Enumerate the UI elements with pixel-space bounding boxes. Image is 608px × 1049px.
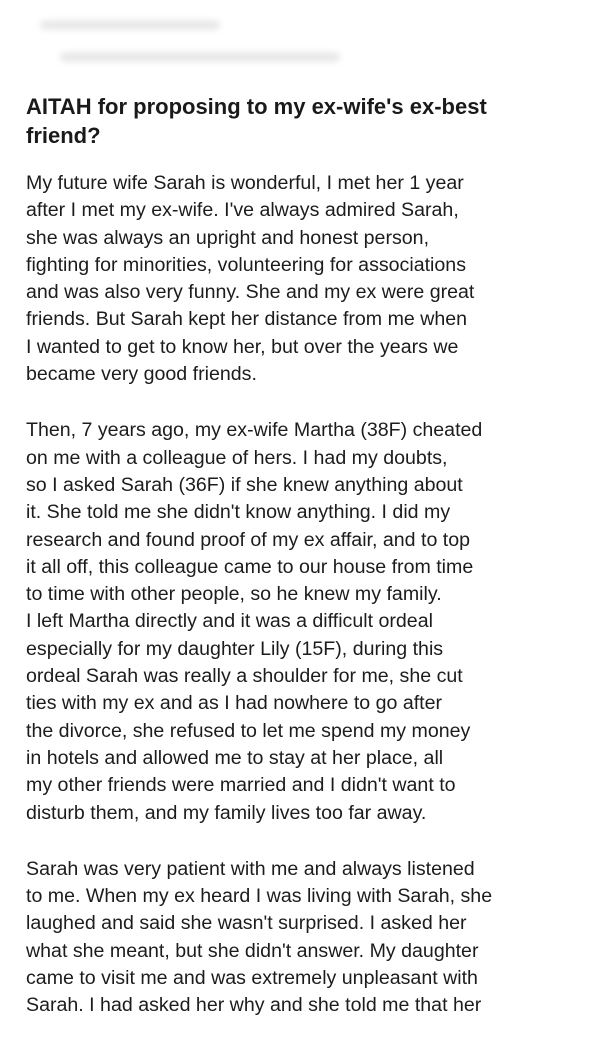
post-text-line: Then, 7 years ago, my ex-wife Martha (38F) cheated	[26, 419, 483, 442]
post-text-line: the divorce, she refused to let me spend my money	[26, 719, 471, 742]
post-title-line: friend?	[26, 123, 101, 148]
post-text-line: to me. When my ex heard I was living with Sarah, she	[26, 885, 493, 908]
post-text-line: and was also very funny. She and my ex were great	[26, 281, 475, 304]
post-text-line: I left Martha directly and it was a difficult ordeal	[26, 610, 433, 633]
post-paragraph	[26, 170, 598, 388]
post-text-line: it all off, this colleague came to our house from time	[26, 555, 474, 578]
post-text-line: Sarah. I had asked her why and she told me that her	[26, 994, 482, 1017]
post-text-line: fighting for minorities, volunteering for associations	[26, 253, 466, 276]
blurred-text	[40, 20, 220, 30]
post-paragraph	[26, 417, 598, 826]
post-text-line: became very good friends.	[26, 363, 257, 386]
post-text-line: to time with other people, so he knew my family.	[26, 583, 442, 606]
blurred-text	[60, 52, 340, 62]
post-text-line: after I met my ex-wife. I've always admired Sarah,	[26, 199, 459, 222]
post-text-line: My future wife Sarah is wonderful, I met her 1 year	[26, 172, 464, 194]
post-text-line: on me with a colleague of hers. I had my doubts,	[26, 446, 448, 469]
post-text-line: in hotels and allowed me to stay at her place, all	[26, 746, 444, 769]
post-paragraph	[26, 856, 598, 1020]
post-text-line: she was always an upright and honest person,	[26, 226, 430, 249]
post-text-line: Sarah was very patient with me and always listened	[26, 857, 475, 880]
faded-header	[0, 0, 608, 80]
post-text-line: laughed and said she wasn't surprised. I asked her	[26, 912, 467, 935]
post-text-line: so I asked Sarah (36F) if she knew anything about	[26, 473, 463, 496]
post-title-line: AITAH for proposing to my ex-wife's ex-best	[26, 94, 487, 119]
post-text-line: came to visit me and was extremely unpleasant with	[26, 967, 478, 990]
post-title	[26, 92, 586, 150]
post-text-line: I wanted to get to know her, but over the years we	[26, 335, 459, 358]
post-text-line: friends. But Sarah kept her distance from me when	[26, 308, 468, 331]
post-text-line: especially for my daughter Lily (15F), during this	[26, 637, 444, 660]
post-text-line: ties with my ex and as I had nowhere to go after	[26, 692, 443, 715]
post-body	[26, 170, 598, 1049]
post-text-line: it. She told me she didn't know anything. I did my	[26, 501, 451, 524]
post-text-line: my other friends were married and I didn't want to	[26, 774, 456, 797]
post-text-line: disturb them, and my family lives too far away.	[26, 801, 427, 824]
post-text-line: what she meant, but she didn't answer. My daughter	[26, 939, 479, 962]
post-text-line: ordeal Sarah was really a shoulder for me, she cut	[26, 665, 463, 688]
post-text-line: research and found proof of my ex affair, and to top	[26, 528, 471, 551]
